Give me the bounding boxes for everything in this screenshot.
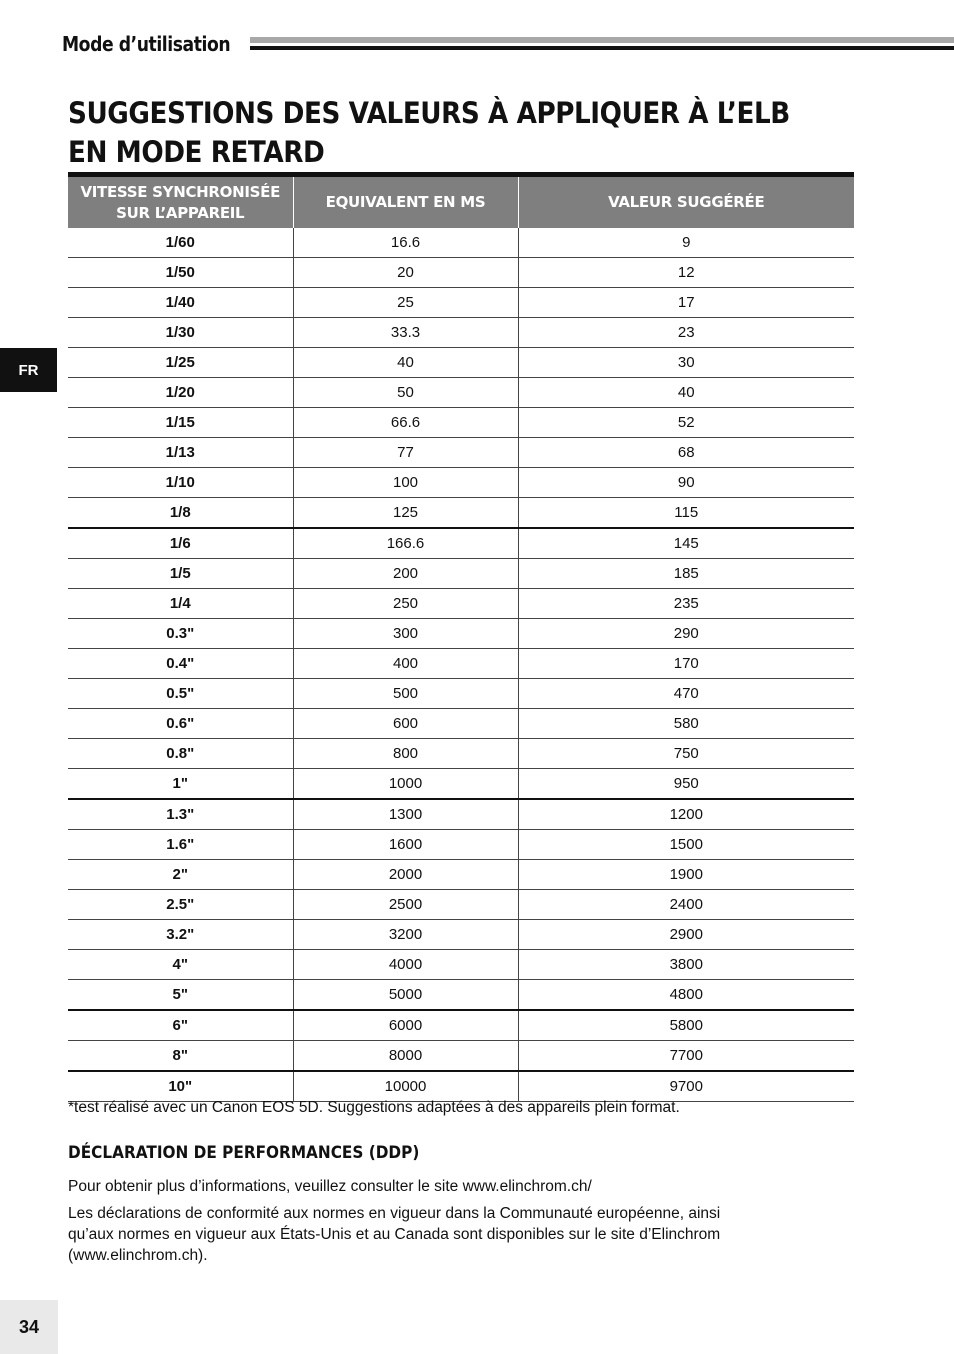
cell-ms: 8000: [293, 1041, 518, 1072]
cell-speed: 1/4: [68, 589, 293, 619]
cell-ms: 800: [293, 739, 518, 769]
table-row: [68, 679, 854, 709]
table-row: [68, 288, 854, 318]
cell-suggested: 40: [518, 378, 854, 408]
cell-ms: 500: [293, 679, 518, 709]
table-row: [68, 769, 854, 800]
header-rule-gray: [250, 37, 954, 43]
cell-speed: 2.5": [68, 890, 293, 920]
cell-ms: 10000: [293, 1071, 518, 1102]
cell-ms: 1600: [293, 830, 518, 860]
cell-speed: 1.3": [68, 799, 293, 830]
cell-suggested: 1900: [518, 860, 854, 890]
table-body: [68, 228, 854, 1102]
cell-suggested: 115: [518, 498, 854, 529]
column-header-value: VALEUR SUGGÉRÉE: [518, 177, 854, 228]
cell-suggested: 90: [518, 468, 854, 498]
cell-speed: 1/60: [68, 228, 293, 258]
cell-suggested: 4800: [518, 980, 854, 1011]
cell-suggested: 9: [518, 228, 854, 258]
cell-ms: 4000: [293, 950, 518, 980]
table-row: [68, 258, 854, 288]
cell-suggested: 7700: [518, 1041, 854, 1072]
table-row: [68, 860, 854, 890]
cell-ms: 25: [293, 288, 518, 318]
cell-ms: 1000: [293, 769, 518, 800]
cell-speed: 1/10: [68, 468, 293, 498]
cell-speed: 0.3": [68, 619, 293, 649]
table-row: [68, 318, 854, 348]
header-rule-black: [250, 46, 954, 50]
footnote: *test réalisé avec un Canon EOS 5D. Suggestions adaptées à des appareils plein format.: [68, 1099, 680, 1116]
table-row: [68, 799, 854, 830]
cell-suggested: 23: [518, 318, 854, 348]
cell-suggested: 52: [518, 408, 854, 438]
cell-speed: 1/8: [68, 498, 293, 529]
column-header-speed: VITESSE SYNCHRONISÉE SUR L’APPAREIL: [68, 177, 293, 228]
table-row: [68, 1071, 854, 1102]
cell-ms: 100: [293, 468, 518, 498]
cell-ms: 300: [293, 619, 518, 649]
cell-ms: 400: [293, 649, 518, 679]
table-row: [68, 528, 854, 559]
cell-speed: 1/20: [68, 378, 293, 408]
cell-speed: 0.8": [68, 739, 293, 769]
table-row: [68, 559, 854, 589]
cell-speed: 8": [68, 1041, 293, 1072]
cell-ms: 2500: [293, 890, 518, 920]
cell-speed: 6": [68, 1010, 293, 1041]
cell-ms: 77: [293, 438, 518, 468]
cell-speed: 1/50: [68, 258, 293, 288]
cell-speed: 1/30: [68, 318, 293, 348]
table-header-row: [68, 177, 854, 228]
column-header-ms: EQUIVALENT EN MS: [293, 177, 518, 228]
cell-ms: 250: [293, 589, 518, 619]
table-row: [68, 619, 854, 649]
cell-suggested: 470: [518, 679, 854, 709]
table-row: [68, 1010, 854, 1041]
cell-speed: 0.5": [68, 679, 293, 709]
cell-suggested: 12: [518, 258, 854, 288]
ddp-paragraph-declarations: Les déclarations de conformité aux normes en vigueur dans la Communauté européenne, ainsi qu’aux normes en vigueur aux États-Unis et au Canada sont disponibles sur le site d’Elinchrom (www.elinchrom.ch).: [68, 1205, 721, 1264]
cell-speed: 0.6": [68, 709, 293, 739]
cell-suggested: 30: [518, 348, 854, 378]
cell-suggested: 1200: [518, 799, 854, 830]
cell-speed: 1/15: [68, 408, 293, 438]
table-row: [68, 649, 854, 679]
cell-speed: 10": [68, 1071, 293, 1102]
cell-suggested: 580: [518, 709, 854, 739]
cell-speed: 5": [68, 980, 293, 1011]
cell-speed: 1.6": [68, 830, 293, 860]
ddp-heading: DÉCLARATION DE PERFORMANCES (DDP): [68, 1143, 420, 1163]
table-row: [68, 438, 854, 468]
table-row: [68, 589, 854, 619]
cell-ms: 33.3: [293, 318, 518, 348]
cell-suggested: 750: [518, 739, 854, 769]
cell-speed: 1/40: [68, 288, 293, 318]
cell-ms: 40: [293, 348, 518, 378]
cell-suggested: 68: [518, 438, 854, 468]
cell-suggested: 1500: [518, 830, 854, 860]
cell-suggested: 185: [518, 559, 854, 589]
cell-suggested: 235: [518, 589, 854, 619]
table-row: [68, 980, 854, 1011]
cell-ms: 16.6: [293, 228, 518, 258]
cell-ms: 2000: [293, 860, 518, 890]
cell-speed: 2": [68, 860, 293, 890]
cell-suggested: 9700: [518, 1071, 854, 1102]
table-row: [68, 739, 854, 769]
table-row: [68, 890, 854, 920]
language-tab: FR: [0, 348, 57, 392]
table-row: [68, 709, 854, 739]
cell-speed: 0.4": [68, 649, 293, 679]
cell-ms: 66.6: [293, 408, 518, 438]
cell-suggested: 950: [518, 769, 854, 800]
cell-suggested: 3800: [518, 950, 854, 980]
cell-ms: 50: [293, 378, 518, 408]
cell-speed: 1": [68, 769, 293, 800]
cell-ms: 6000: [293, 1010, 518, 1041]
cell-suggested: 2400: [518, 890, 854, 920]
table-row: [68, 498, 854, 529]
cell-suggested: 170: [518, 649, 854, 679]
suggestions-table: [68, 172, 854, 1102]
table-row: [68, 468, 854, 498]
suggestions-table-grid: [68, 177, 854, 1102]
section-title: Mode d’utilisation: [62, 32, 231, 56]
table-row: [68, 830, 854, 860]
page-title: SUGGESTIONS DES VALEURS À APPLIQUER À L’ELB EN MODE RETARD: [68, 96, 790, 169]
table-row: [68, 1041, 854, 1072]
cell-suggested: 145: [518, 528, 854, 559]
cell-ms: 1300: [293, 799, 518, 830]
cell-ms: 5000: [293, 980, 518, 1011]
cell-speed: 1/5: [68, 559, 293, 589]
cell-suggested: 290: [518, 619, 854, 649]
section-header: [62, 30, 954, 60]
cell-speed: 1/25: [68, 348, 293, 378]
cell-speed: 3.2": [68, 920, 293, 950]
table-row: [68, 920, 854, 950]
cell-speed: 1/6: [68, 528, 293, 559]
table-row: [68, 228, 854, 258]
table-row: [68, 408, 854, 438]
table-row: [68, 348, 854, 378]
table-row: [68, 950, 854, 980]
cell-ms: 200: [293, 559, 518, 589]
cell-speed: 4": [68, 950, 293, 980]
cell-suggested: 17: [518, 288, 854, 318]
cell-suggested: 5800: [518, 1010, 854, 1041]
cell-ms: 600: [293, 709, 518, 739]
table-row: [68, 378, 854, 408]
cell-ms: 3200: [293, 920, 518, 950]
page-number: 34: [0, 1300, 58, 1354]
cell-speed: 1/13: [68, 438, 293, 468]
cell-suggested: 2900: [518, 920, 854, 950]
cell-ms: 166.6: [293, 528, 518, 559]
cell-ms: 125: [293, 498, 518, 529]
cell-ms: 20: [293, 258, 518, 288]
ddp-paragraph-info: Pour obtenir plus d’informations, veuillez consulter le site www.elinchrom.ch/: [68, 1178, 592, 1195]
